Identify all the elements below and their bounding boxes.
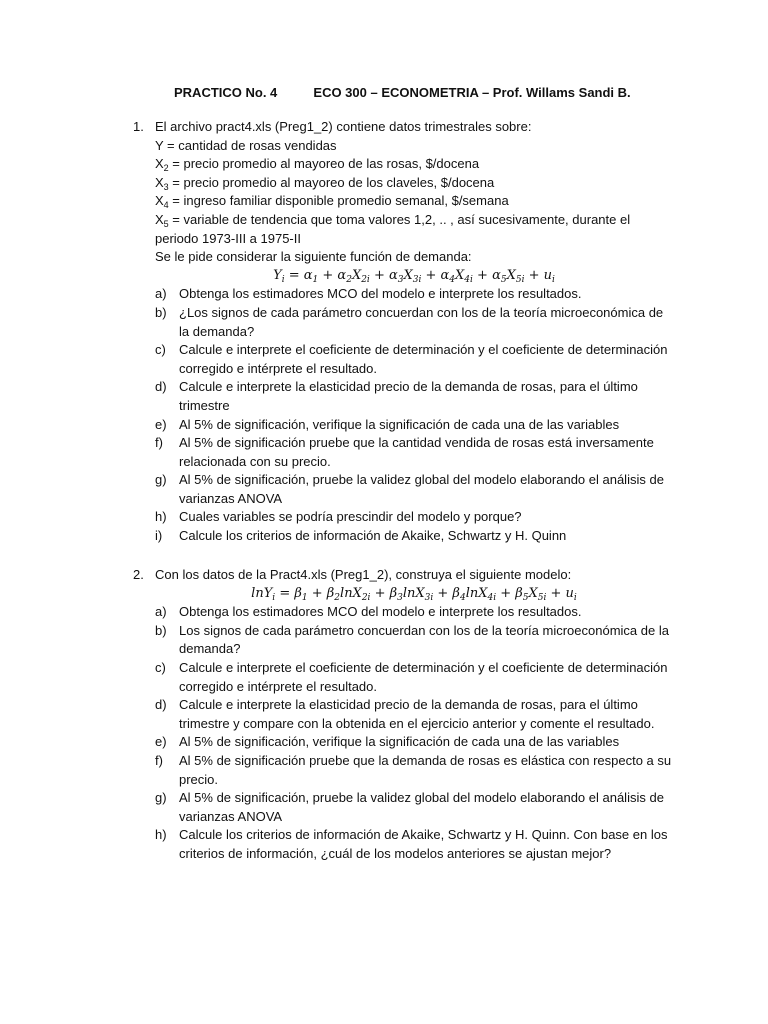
question-2-intro [133, 566, 673, 585]
list-item: d) Calcule e interprete la elasticidad precio de la demanda de rosas, para el último trimestre [155, 379, 638, 413]
list-item: f) Al 5% de significación pruebe que la cantidad vendida de rosas está inversamente relacionada con su precio. [155, 435, 654, 469]
question-1-intro [133, 118, 673, 137]
question-2-items [133, 603, 673, 863]
list-item: h) Cuales variables se podría prescindir del modelo y porque? [155, 509, 522, 525]
variable-definitions [133, 137, 673, 267]
list-item: g) Al 5% de significación, pruebe la validez global del modelo elaborando el análisis de varianzas ANOVA [155, 790, 664, 824]
question-1 [133, 118, 673, 546]
question-2 [133, 566, 673, 864]
log-model-equation: $\ln Y_i = \beta_1 + \beta_2\ln X_{2i} + \beta_3\ln X_{3i} + \beta_4\ln X_{4i} + \beta_5X_{5i} + u_i$ [251, 585, 577, 603]
list-item: e) Al 5% de significación, verifique la significación de cada una de las variables [155, 416, 620, 432]
list-item: c) Calcule e interprete el coeficiente de determinación y el coeficiente de determinación corregido e intérprete el resultado. [155, 342, 668, 376]
var-x5: $X_5$ = variable de tendencia que toma valores 1,2, .. , así sucesivamente, durante el periodo 1973-III a 1975-II [155, 211, 631, 246]
list-item: e) Al 5% de significación, verifique la significación de cada una de las variables [155, 734, 620, 750]
list-item: b) Los signos de cada parámetro concuerdan con los de la teoría microeconómica de la demanda? [155, 622, 669, 657]
question-1-intro-text: El archivo pract4.xls (Preg1_2) contiene datos trimestrales sobre: [155, 119, 532, 134]
demand-equation-1: $Y_i = \alpha_1 + \alpha_2X_{2i} + \alpha_3X_{3i} + \alpha_4X_{4i} + \alpha_5X_{5i} + u_i$ [273, 267, 555, 285]
list-item: c) Calcule e interprete el coeficiente de determinación y el coeficiente de determinación corregido e intérprete el resultado. [155, 659, 668, 694]
list-item: d) Calcule e interprete la elasticidad precio de la demanda de rosas, para el último trimestre y compare con la obtenida en el ejercicio anterior y comente el resultado. [155, 697, 655, 731]
document-title: PRACTICO No. 4 ECO 300 – ECONOMETRIA – Prof. Willams Sandi B. [174, 85, 631, 100]
question-1-consider: Se le pide considerar la siguiente función de demanda: [155, 249, 472, 265]
list-item: a) Obtenga los estimadores MCO del modelo e interprete los resultados. [155, 286, 582, 302]
question-2-intro-text: Con los datos de la Pract4.xls (Preg1_2), construya el siguiente modelo: [155, 567, 572, 582]
list-item: f) Al 5% de significación pruebe que la demanda de rosas es elástica con respecto a su precio. [155, 752, 672, 787]
var-x2: $X_2$ = precio promedio al mayoreo de las rosas, $/docena [155, 156, 480, 174]
list-item: i) Calcule los criterios de información de Akaike, Schwartz y H. Quinn [155, 528, 567, 544]
list-item: g) Al 5% de significación, pruebe la validez global del modelo elaborando el análisis de varianzas ANOVA [155, 472, 664, 506]
list-item: h) Calcule los criterios de información de Akaike, Schwartz y H. Quinn. Con base en los criterios de información, ¿cuál de los modelos anteriores se ajustan mejor? [155, 827, 668, 861]
list-item: a) Obtenga los estimadores MCO del modelo e interprete los resultados. [155, 604, 582, 620]
question-2-number: 2. [133, 567, 144, 582]
var-y: Y = cantidad de rosas vendidas [155, 137, 337, 153]
question-1-items [133, 285, 673, 545]
question-1-number: 1. [133, 119, 144, 134]
var-x3: $X_3$ = precio promedio al mayoreo de los claveles, $/docena [155, 174, 495, 192]
var-x4: $X_4$ = ingreso familiar disponible promedio semanal, $/semana [155, 193, 509, 211]
list-item: b) ¿Los signos de cada parámetro concuerdan con los de la teoría microeconómica de la demanda? [155, 304, 664, 339]
